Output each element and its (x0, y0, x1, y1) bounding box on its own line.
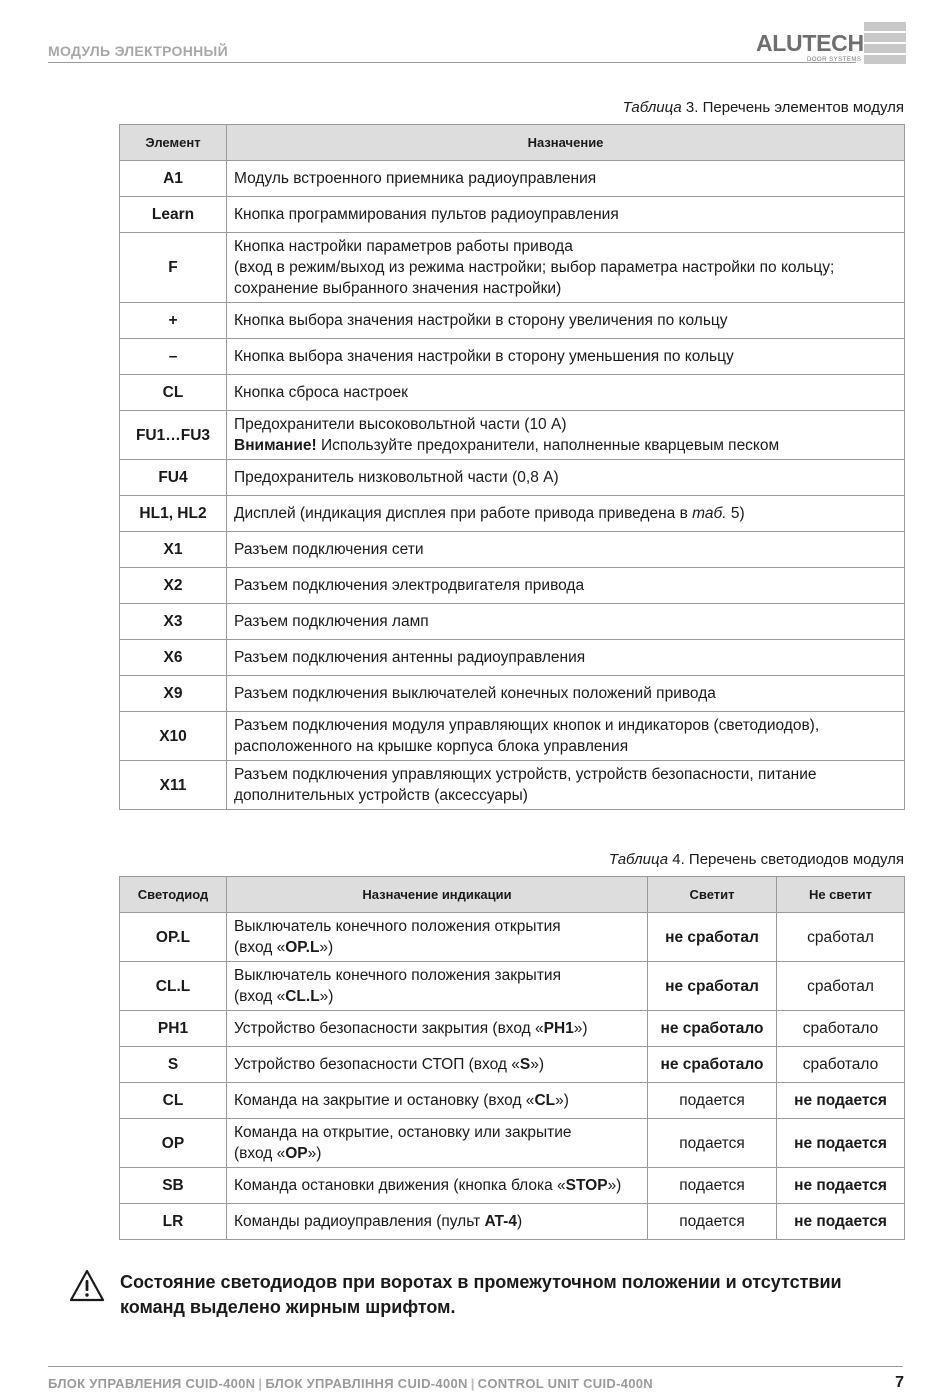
table3-caption (623, 99, 904, 116)
table4-caption (609, 851, 904, 868)
element-code: X9 (120, 676, 227, 712)
led-indication (227, 962, 648, 1011)
element-code: X2 (120, 568, 227, 604)
input-name: PH1 (543, 1020, 574, 1037)
element-purpose: Разъем подключения ламп (227, 604, 905, 640)
input-name: OP.L (285, 939, 320, 956)
warning-text: Используйте предохранители, наполненные кварцевым песком (316, 437, 780, 454)
table-row (120, 460, 905, 496)
table4-caption-label: Таблица (608, 851, 669, 868)
column-header-lit: Светит (648, 877, 777, 913)
element-purpose (227, 761, 905, 810)
table-header-row (120, 125, 905, 161)
input-name: STOP (565, 1177, 608, 1194)
table-row (120, 712, 905, 761)
unlit-state: не подается (777, 1083, 905, 1119)
purpose-line: Предохранители высоковольтной части (10 А) (234, 416, 567, 433)
indication-text: Команда остановки движения (кнопка блока « (234, 1177, 566, 1194)
table3-caption-text: 3. Перечень элементов модуля (681, 99, 904, 116)
indication-text: Устройство безопасности закрытия (вход « (234, 1020, 544, 1037)
column-header-element: Элемент (120, 125, 227, 161)
led-indication (227, 1011, 648, 1047)
input-suffix: ») (573, 1020, 588, 1037)
led-indication (227, 1047, 648, 1083)
footer-product-en: CONTROL UNIT CUID-400N (477, 1376, 653, 1391)
logo-subtitle: DOOR SYSTEMS (807, 57, 862, 63)
indication-line (234, 1143, 640, 1164)
document-section-title: МОДУЛЬ ЭЛЕКТРОННЫЙ (48, 43, 228, 59)
unlit-state: не подается (777, 1119, 905, 1168)
element-purpose: Разъем подключения выключателей конечных положений привода (227, 676, 905, 712)
warning-note (120, 1270, 912, 1320)
table-row (120, 1168, 905, 1204)
element-code: – (120, 339, 227, 375)
element-code: X6 (120, 640, 227, 676)
input-name: S (519, 1056, 531, 1073)
footer-product-ru: БЛОК УПРАВЛЕНИЯ CUID-400N (48, 1376, 256, 1391)
led-indication (227, 1083, 648, 1119)
led-code: CL (120, 1083, 227, 1119)
element-purpose: Кнопка выбора значения настройки в сторону уменьшения по кольцу (227, 339, 905, 375)
element-purpose: Предохранитель низковольтной части (0,8 А) (227, 460, 905, 496)
element-purpose (227, 411, 905, 460)
input-name: OP (285, 1145, 308, 1162)
led-code: OP.L (120, 913, 227, 962)
element-code: CL (120, 375, 227, 411)
table-header-row (120, 877, 905, 913)
input-name: CL.L (285, 988, 320, 1005)
table-row (120, 161, 905, 197)
table-row (120, 496, 905, 532)
indication-line: Выключатель конечного положения закрытия (234, 967, 561, 984)
element-code: X1 (120, 532, 227, 568)
element-purpose: Модуль встроенного приемника радиоуправления (227, 161, 905, 197)
column-header-led: Светодиод (120, 877, 227, 913)
input-name: CL (534, 1092, 556, 1109)
purpose-line: расположенного на крышке корпуса блока управления (234, 738, 629, 755)
table-row (120, 913, 905, 962)
purpose-line: сохранение выбранного значения настройки) (234, 280, 562, 297)
footer-product-ua: БЛОК УПРАВЛІННЯ CUID-400N (265, 1376, 468, 1391)
purpose-text-end: 5) (726, 505, 745, 522)
element-code: X11 (120, 761, 227, 810)
table-row (120, 1011, 905, 1047)
table-row (120, 303, 905, 339)
column-header-purpose: Назначение (227, 125, 905, 161)
led-code: PH1 (120, 1011, 227, 1047)
table-row (120, 532, 905, 568)
purpose-line: Разъем подключения модуля управляющих кнопок и индикаторов (светодиодов), (234, 717, 820, 734)
lit-state: не сработал (648, 962, 777, 1011)
led-indication (227, 1168, 648, 1204)
unlit-state: сработало (777, 1047, 905, 1083)
purpose-text: Дисплей (индикация дисплея при работе привода приведена в (234, 505, 693, 522)
element-purpose (227, 712, 905, 761)
module-elements-table (119, 124, 905, 810)
element-purpose: Разъем подключения сети (227, 532, 905, 568)
table-row (120, 1204, 905, 1240)
input-suffix: ») (319, 939, 334, 956)
lit-state: подается (648, 1204, 777, 1240)
warning-label: Внимание! (234, 437, 317, 454)
lit-state: не сработало (648, 1047, 777, 1083)
lit-state: не сработало (648, 1011, 777, 1047)
purpose-line: Разъем подключения управляющих устройств, устройств безопасности, питание (234, 766, 817, 783)
table4-caption-text: 4. Перечень светодиодов модуля (668, 851, 904, 868)
lit-state: подается (648, 1083, 777, 1119)
indication-text: Команды радиоуправления (пульт (234, 1213, 485, 1230)
logo-bars-icon (864, 22, 906, 64)
footer-divider (48, 1366, 903, 1367)
table3-caption-label: Таблица (622, 99, 682, 116)
indication-line: Выключатель конечного положения открытия (234, 918, 561, 935)
led-indication (227, 1204, 648, 1240)
table-row (120, 339, 905, 375)
led-indication (227, 1119, 648, 1168)
indication-line (234, 986, 640, 1007)
led-code: S (120, 1047, 227, 1083)
input-suffix: ») (319, 988, 334, 1005)
table-row (120, 962, 905, 1011)
input-suffix: ») (530, 1056, 545, 1073)
element-code: A1 (120, 161, 227, 197)
table-row (120, 676, 905, 712)
column-header-indication: Назначение индикации (227, 877, 648, 913)
input-suffix: ») (607, 1177, 622, 1194)
element-purpose: Кнопка программирования пультов радиоуправления (227, 197, 905, 233)
footer-separator: | (470, 1376, 475, 1391)
unlit-state: сработал (777, 913, 905, 962)
purpose-line (234, 435, 897, 456)
element-code: X10 (120, 712, 227, 761)
led-code: CL.L (120, 962, 227, 1011)
element-code: HL1, HL2 (120, 496, 227, 532)
table-row (120, 604, 905, 640)
element-purpose: Разъем подключения электродвигателя привода (227, 568, 905, 604)
table-row (120, 1047, 905, 1083)
input-prefix: (вход « (234, 939, 286, 956)
led-indication (227, 913, 648, 962)
warning-triangle-icon (68, 1268, 106, 1304)
input-suffix: ») (307, 1145, 322, 1162)
lit-state: подается (648, 1119, 777, 1168)
lit-state: подается (648, 1168, 777, 1204)
input-prefix: (вход « (234, 1145, 286, 1162)
warning-note-line: Состояние светодиодов при воротах в промежуточном положении и отсутствии (120, 1272, 842, 1292)
lit-state: не сработал (648, 913, 777, 962)
indication-line (234, 937, 640, 958)
unlit-state: сработало (777, 1011, 905, 1047)
header-divider (48, 62, 856, 63)
led-code: SB (120, 1168, 227, 1204)
table-reference: таб. (692, 505, 727, 522)
led-code: OP (120, 1119, 227, 1168)
led-code: LR (120, 1204, 227, 1240)
indication-text: Команда на закрытие и остановку (вход « (234, 1092, 535, 1109)
input-prefix: (вход « (234, 988, 286, 1005)
led-indicators-table (119, 876, 905, 1240)
table-row (120, 568, 905, 604)
table-row (120, 640, 905, 676)
purpose-line: дополнительных устройств (аксессуары) (234, 787, 528, 804)
input-suffix: ») (555, 1092, 569, 1109)
element-code: FU4 (120, 460, 227, 496)
purpose-line: (вход в режим/выход из режима настройки; выбор параметра настройки по кольцу; (234, 259, 835, 276)
element-code: F (120, 233, 227, 303)
element-purpose: Кнопка сброса настроек (227, 375, 905, 411)
unlit-state: не подается (777, 1168, 905, 1204)
table-row (120, 411, 905, 460)
page-number: 7 (895, 1374, 904, 1391)
element-purpose: Кнопка выбора значения настройки в сторону увеличения по кольцу (227, 303, 905, 339)
footer-product-names (48, 1376, 653, 1391)
table-row (120, 197, 905, 233)
element-code: X3 (120, 604, 227, 640)
indication-line: Команда на открытие, остановку или закрытие (234, 1124, 572, 1141)
element-code: Learn (120, 197, 227, 233)
element-code: + (120, 303, 227, 339)
column-header-unlit: Не светит (777, 877, 905, 913)
input-suffix: ) (516, 1213, 523, 1230)
purpose-line: Кнопка настройки параметров работы привода (234, 238, 573, 255)
table-row (120, 375, 905, 411)
logo-wordmark: ALUTECH (756, 30, 864, 56)
element-code: FU1…FU3 (120, 411, 227, 460)
element-purpose (227, 233, 905, 303)
warning-note-line: команд выделено жирным шрифтом. (120, 1297, 456, 1317)
table-row (120, 1083, 905, 1119)
table-row (120, 233, 905, 303)
element-purpose (227, 496, 905, 532)
table-row (120, 761, 905, 810)
element-purpose: Разъем подключения антенны радиоуправления (227, 640, 905, 676)
indication-text: Устройство безопасности СТОП (вход « (234, 1056, 520, 1073)
alutech-logo (756, 22, 906, 66)
table-row (120, 1119, 905, 1168)
unlit-state: сработал (777, 962, 905, 1011)
input-name: AT-4 (484, 1213, 517, 1230)
footer-separator: | (258, 1376, 263, 1391)
unlit-state: не подается (777, 1204, 905, 1240)
